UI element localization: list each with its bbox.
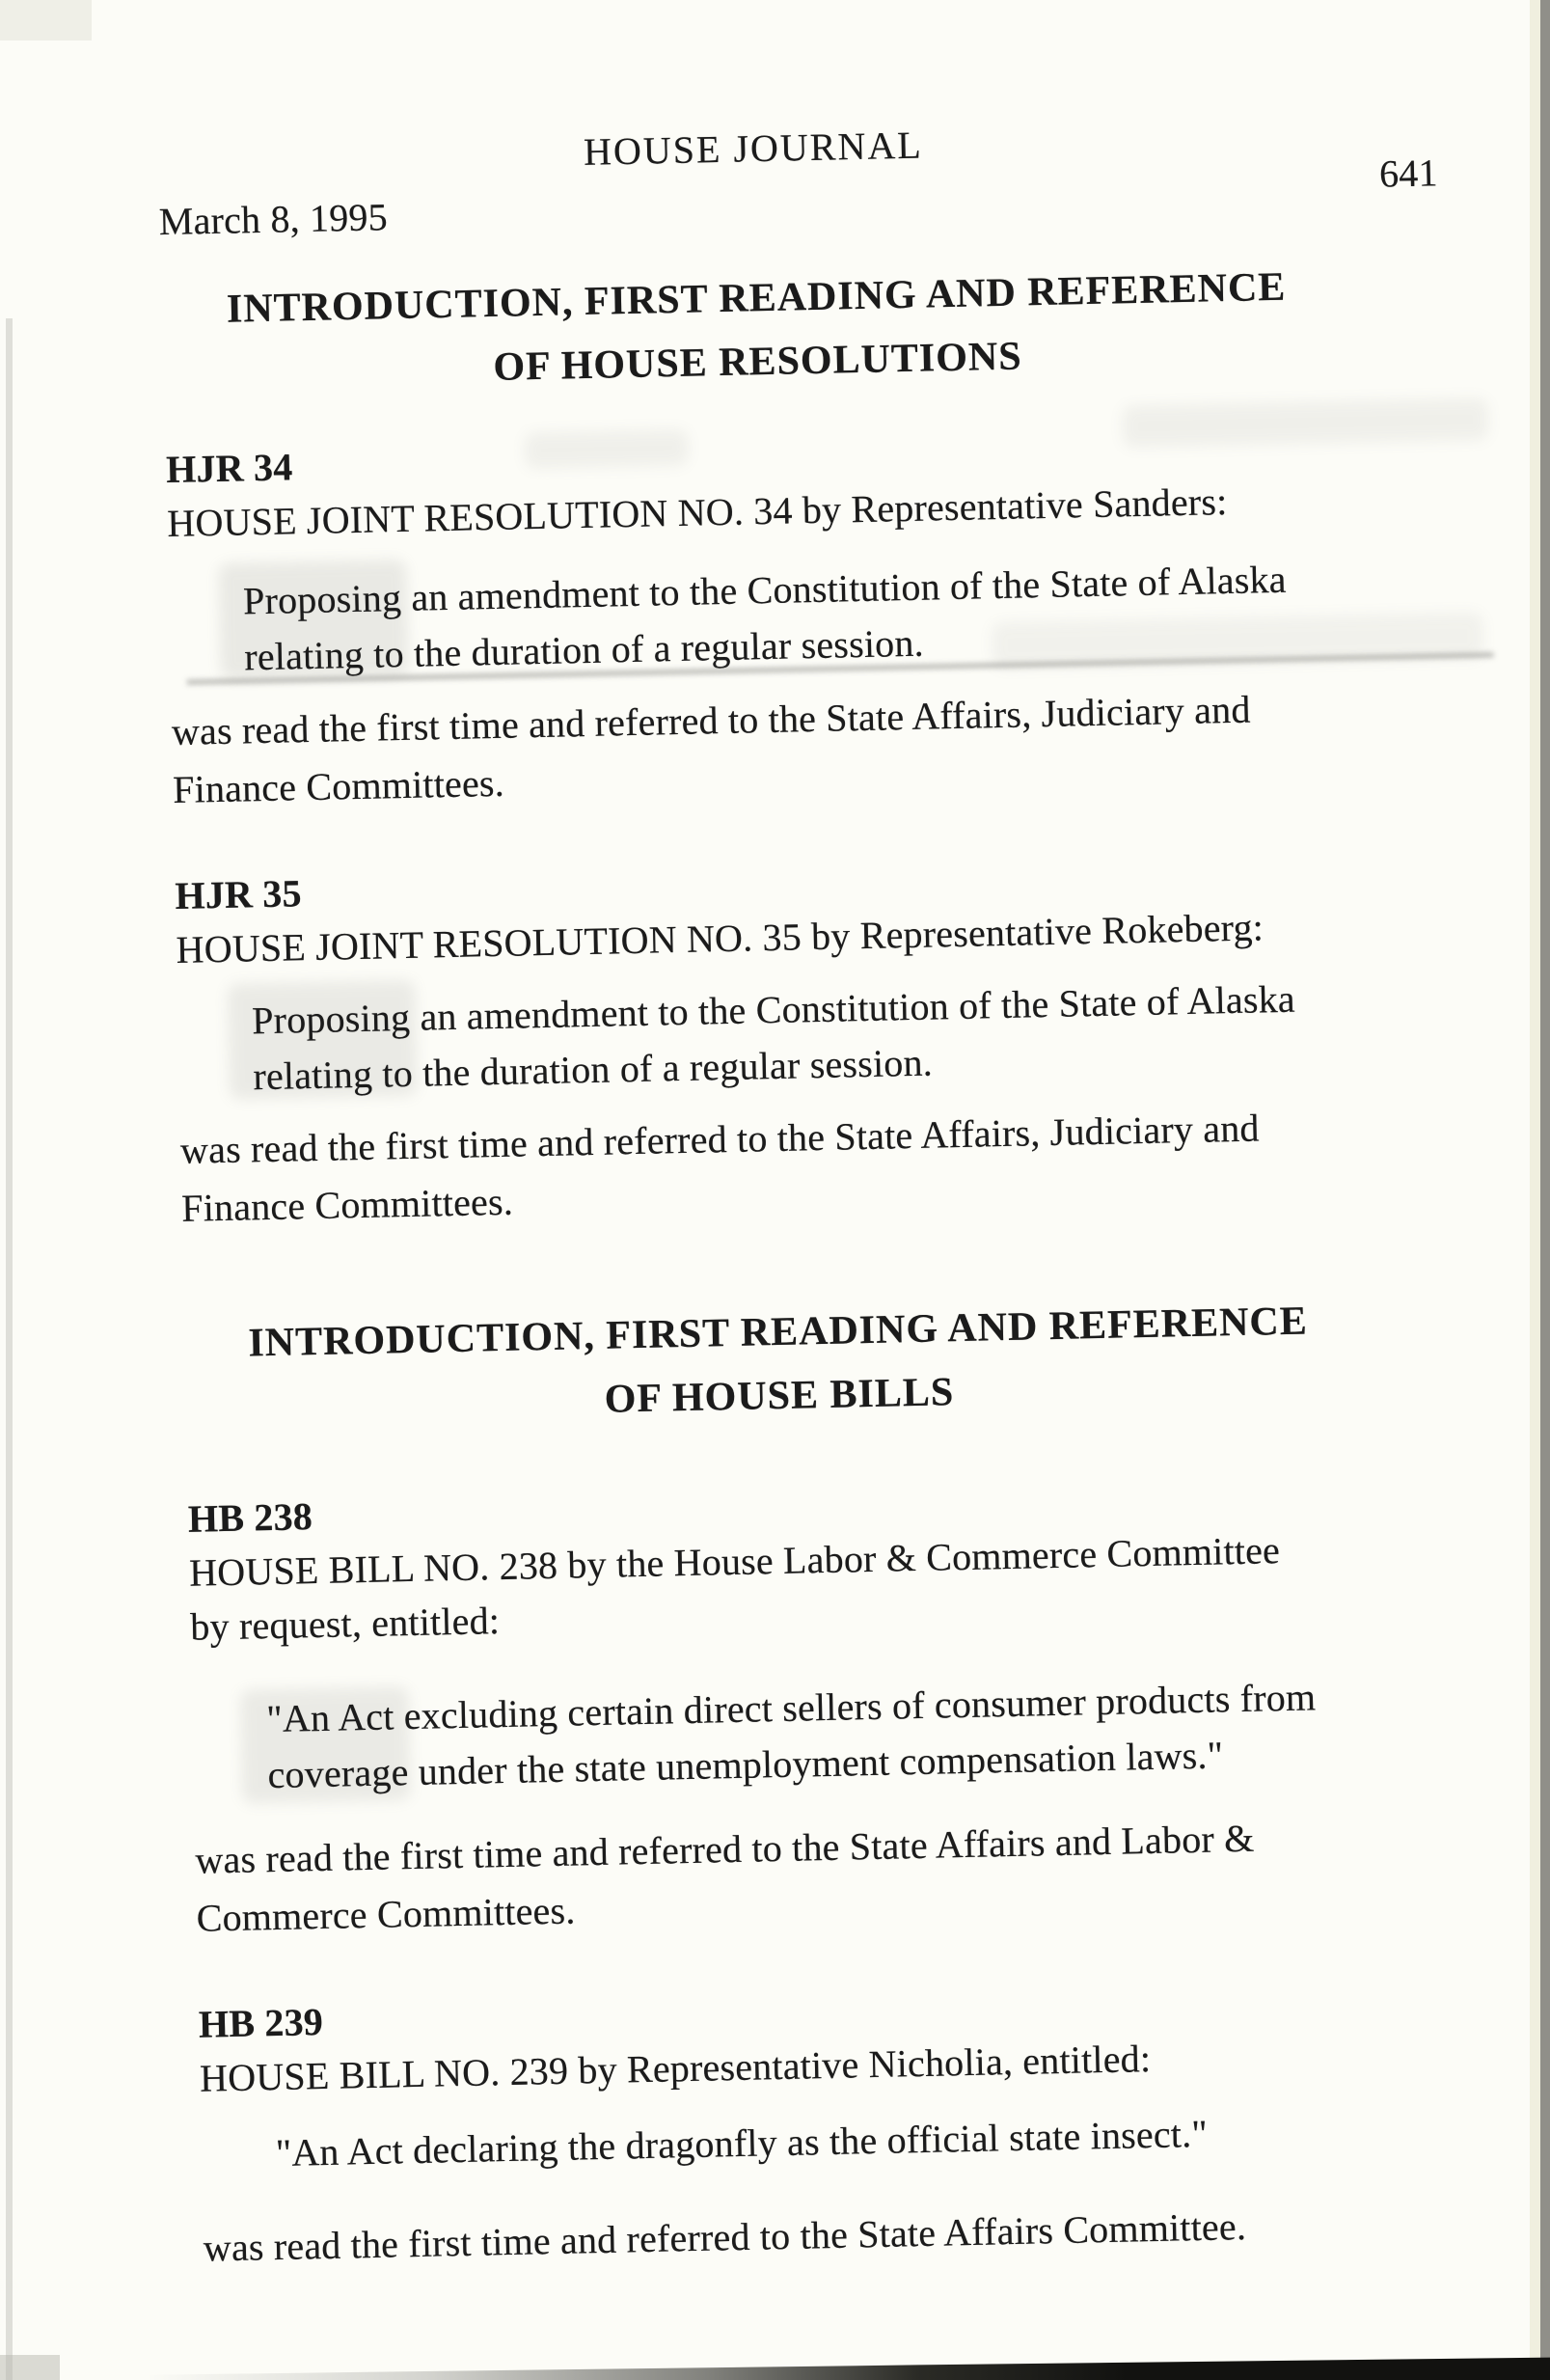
entry-hjr34-quote xyxy=(242,552,1288,686)
entry-hb238-action xyxy=(195,1810,1256,1948)
entry-hb239-quote xyxy=(275,2106,1208,2181)
section-heading-bills xyxy=(3,1284,1550,1444)
page-edge-left xyxy=(6,318,13,2380)
section-heading-resolutions xyxy=(0,250,1534,410)
quote-line: "An Act declaring the dragonfly as the official state insect." xyxy=(275,2111,1209,2175)
quote-line: relating to the duration of a regular session. xyxy=(252,1040,934,1099)
action-line: Commerce Committees. xyxy=(196,1888,576,1940)
page-edge-right-highlight xyxy=(1530,0,1540,2380)
entry-intro: HOUSE JOINT RESOLUTION NO. 34 by Representative Sanders: xyxy=(166,479,1228,546)
action-line: was read the first time and referred to the State Affairs Committee. xyxy=(203,2204,1247,2270)
entry-hjr34-action xyxy=(171,681,1252,819)
entry-hjr34-header xyxy=(166,421,1228,551)
entry-hjr35-action xyxy=(179,1099,1261,1237)
action-line: Finance Committees. xyxy=(172,760,505,811)
quote-line: Proposing an amendment to the Constitution of the State of Alaska xyxy=(251,976,1296,1043)
quote-line: relating to the duration of a regular session. xyxy=(243,620,925,679)
scan-corner-shadow xyxy=(0,0,92,41)
action-line: Finance Committees. xyxy=(180,1179,514,1230)
section-heading-line: OF HOUSE RESOLUTIONS xyxy=(492,334,1023,390)
entry-hb239-action xyxy=(203,2198,1246,2278)
entry-label: HJR 35 xyxy=(175,871,303,917)
entry-intro: by request, entitled: xyxy=(189,1599,501,1649)
section-heading-line: INTRODUCTION, FIRST READING AND REFERENCE xyxy=(226,264,1287,332)
entry-hjr35-quote xyxy=(252,971,1297,1106)
page-number: 641 xyxy=(1378,150,1439,196)
page-edge-right xyxy=(1540,0,1550,2380)
entry-label: HB 239 xyxy=(198,2000,324,2046)
entry-hjr35-header xyxy=(175,846,1264,977)
entry-hb238-quote xyxy=(266,1669,1318,1803)
page-bottom-left-shadow xyxy=(0,2355,60,2380)
quote-line: "An Act excluding certain direct sellers of consumer products from xyxy=(265,1675,1317,1741)
quote-line: Proposing an amendment to the Constitution of the State of Alaska xyxy=(242,557,1288,623)
journal-date: March 8, 1995 xyxy=(158,195,389,244)
action-line: was read the first time and referred to the State Affairs and Labor & xyxy=(194,1816,1255,1882)
action-line: was read the first time and referred to the State Affairs, Judiciary and xyxy=(171,687,1251,753)
entry-hb238-header xyxy=(187,1469,1281,1655)
entry-intro: HOUSE BILL NO. 239 by Representative Nicholia, entitled: xyxy=(199,2037,1152,2100)
section-heading-line: OF HOUSE BILLS xyxy=(604,1370,955,1422)
entry-intro: HOUSE BILL NO. 238 by the House Labor & Commerce Committee xyxy=(188,1528,1281,1595)
section-heading-line: INTRODUCTION, FIRST READING AND REFERENCE xyxy=(247,1299,1309,1366)
action-line: was read the first time and referred to the State Affairs, Judiciary and xyxy=(179,1106,1261,1172)
entry-label: HB 238 xyxy=(187,1494,313,1541)
entry-label: HJR 34 xyxy=(165,445,293,492)
entry-hb239-header xyxy=(198,1978,1151,2106)
journal-title: HOUSE JOURNAL xyxy=(583,123,924,174)
entry-intro: HOUSE JOINT RESOLUTION NO. 35 by Representative Rokeberg: xyxy=(176,905,1264,971)
quote-line: coverage under the state unemployment compensation laws." xyxy=(267,1733,1224,1797)
